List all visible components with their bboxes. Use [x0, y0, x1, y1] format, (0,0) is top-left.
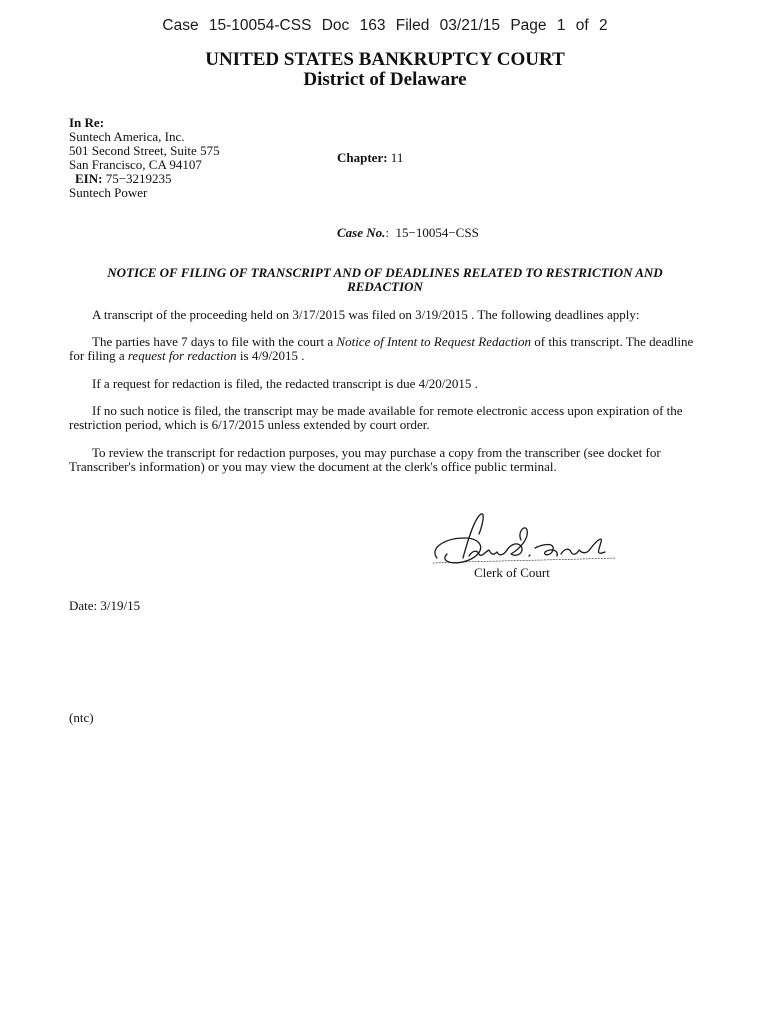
- stamp-doc: Doc 163: [321, 17, 386, 34]
- paragraph-review-transcript: [69, 446, 709, 474]
- notice-title: NOTICE OF FILING OF TRANSCRIPT AND OF DEADLINES RELATED TO RESTRICTION AND REDACTION: [107, 265, 663, 294]
- form-code: (ntc): [69, 710, 94, 725]
- stamp-case: Case 15-10054-CSS: [162, 17, 312, 34]
- stamp-filed: Filed 03/21/15: [395, 17, 501, 34]
- p2-request-for-redaction: request for redaction: [127, 348, 237, 363]
- case-number-label: Case No.: [337, 225, 386, 240]
- filing-stamp-header: [0, 17, 770, 35]
- court-district: District of Delaware: [303, 69, 467, 90]
- case-number-value: 15−10054−CSS: [395, 225, 479, 240]
- chapter-label: Chapter:: [337, 150, 388, 165]
- debtor-alias: Suntech Power: [69, 185, 148, 200]
- paragraph-transcript-filed-text: A transcript of the proceeding held on 3/17/2015 was filed on 3/19/2015 . The following deadlines apply:: [92, 307, 640, 322]
- p2-notice-of-intent: Notice of Intent to Request Redaction: [336, 334, 531, 349]
- paragraph-transcript-filed: [69, 308, 709, 322]
- ein-value: 75−3219235: [105, 171, 172, 186]
- debtor-address-line1: 501 Second Street, Suite 575: [69, 143, 220, 158]
- in-re-label: In Re:: [69, 115, 105, 130]
- chapter-value: 11: [390, 150, 404, 165]
- court-name: UNITED STATES BANKRUPTCY COURT: [205, 49, 565, 70]
- clerk-signature: [425, 508, 625, 570]
- case-number-line: [337, 225, 479, 241]
- p2-text-e: is 4/9/2015 .: [236, 348, 305, 363]
- p2-text-a: The parties have 7 days to file with the court a: [92, 334, 337, 349]
- ein-label: EIN:: [75, 171, 103, 186]
- debtor-name: Suntech America, Inc.: [69, 129, 185, 144]
- debtor-address-line2: San Francisco, CA 94107: [69, 157, 202, 172]
- paragraph-redacted-due: [69, 377, 709, 391]
- chapter-line: [337, 150, 403, 166]
- ein-line: [69, 172, 220, 186]
- paragraph-remote-access: [69, 404, 709, 432]
- paragraph-review-transcript-text: To review the transcript for redaction purposes, you may purchase a copy from the transcriber (see docket for Transcriber's information) or you may view the document at the clerk's office public terminal.: [69, 445, 661, 474]
- clerk-title: Clerk of Court: [474, 565, 550, 580]
- paragraph-notice-deadline: [69, 335, 709, 363]
- case-number-suffix: :: [385, 225, 390, 240]
- in-re-block: [69, 116, 220, 200]
- stamp-page: Page 1 of 2: [510, 17, 608, 34]
- document-date: Date: 3/19/15: [69, 598, 141, 613]
- court-heading: [0, 50, 770, 90]
- p2-text-c: of this transcript. The deadline for filing a: [69, 334, 694, 363]
- paragraph-redacted-due-text: If a request for redaction is filed, the redacted transcript is due 4/20/2015 .: [92, 376, 478, 391]
- paragraph-remote-access-text: If no such notice is filed, the transcript may be made available for remote electronic access upon expiration of the restriction period, which is 6/17/2015 unless extended by court order.: [69, 403, 683, 432]
